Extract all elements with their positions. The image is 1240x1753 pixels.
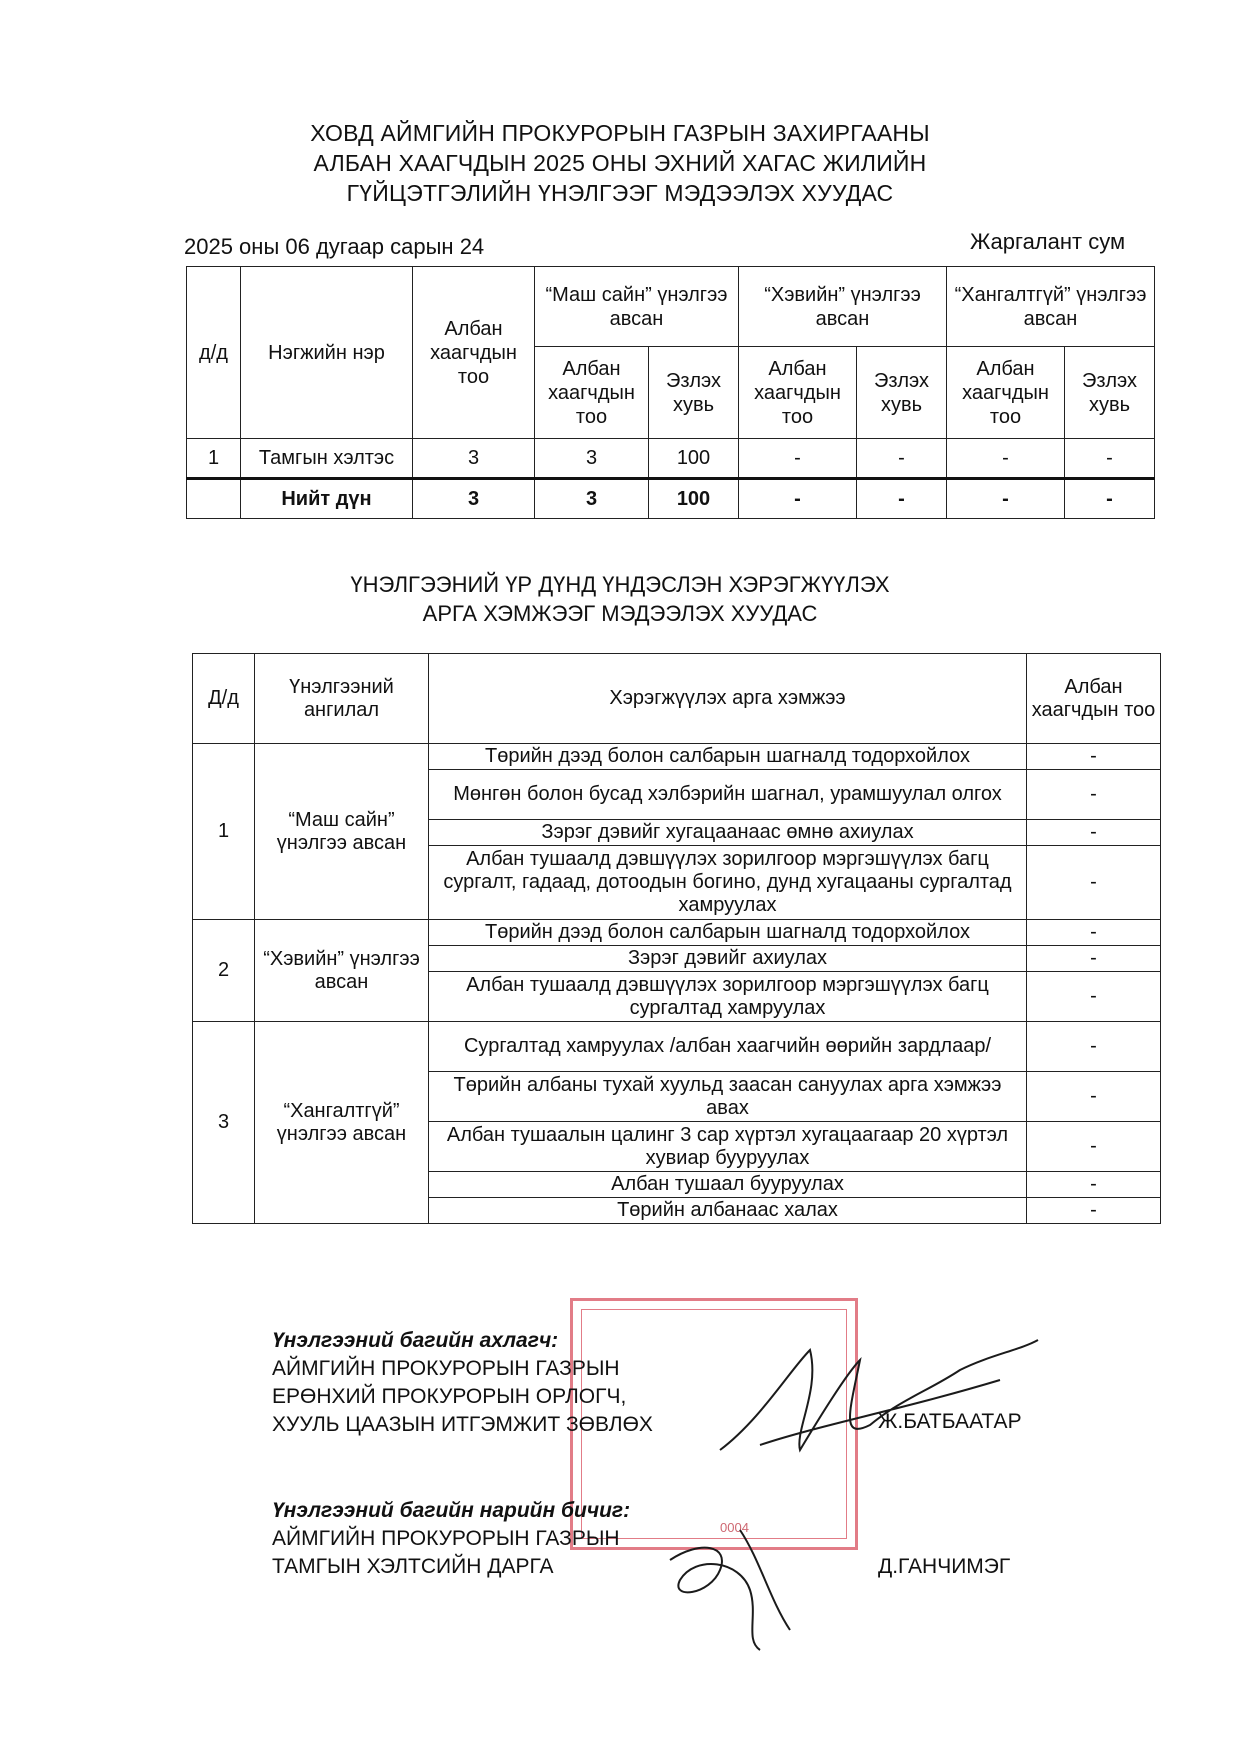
measure-cell: Төрийн дээд болон салбарын шагналд тодорхойлох: [429, 920, 1027, 946]
table-row: [193, 920, 1161, 946]
group-num: 2: [193, 920, 255, 1022]
leader-handwritten-signature: [700, 1330, 1050, 1470]
table-row: [193, 1022, 1161, 1072]
measure-cell: Мөнгөн болон бусад хэлбэрийн шагнал, урамшуулал олгох: [429, 770, 1027, 820]
cell: 3: [413, 479, 535, 519]
subheader-count: Албан хаагчдын тоо: [739, 347, 857, 439]
measure-cell: Зэрэг дэвийг хугацаанаас өмнө ахиулах: [429, 820, 1027, 846]
secretary-name: Д.ГАНЧИМЭГ: [878, 1555, 1011, 1578]
table-row: [187, 439, 1155, 479]
measure-cell: Албан тушаал бууруулах: [429, 1172, 1027, 1198]
header-num: Д/д: [193, 654, 255, 744]
cell: 3: [413, 439, 535, 479]
subheader-count: Албан хаагчдын тоо: [947, 347, 1065, 439]
measure-cell: Төрийн албаны тухай хуульд заасан сануулах арга хэмжээ авах: [429, 1072, 1027, 1122]
secretary-signature-block: [272, 1497, 630, 1581]
count-cell: -: [1027, 1072, 1161, 1122]
cell: -: [947, 479, 1065, 519]
count-cell: -: [1027, 744, 1161, 770]
count-cell: -: [1027, 1122, 1161, 1172]
evaluation-summary-table: [186, 266, 1155, 519]
title-line-3: ГҮЙЦЭТГЭЛИЙН ҮНЭЛГЭЭГ МЭДЭЭЛЭХ ХУУДАС: [346, 180, 894, 206]
cell: -: [947, 439, 1065, 479]
group-category: “Хэвийн” үнэлгээ авсан: [255, 920, 429, 1022]
leader-signature-block: [272, 1327, 653, 1439]
measure-cell: Зэрэг дэвийг ахиулах: [429, 946, 1027, 972]
cell: -: [1065, 479, 1155, 519]
cell: -: [857, 439, 947, 479]
leader-line-1: АЙМГИЙН ПРОКУРОРЫН ГАЗРЫН: [272, 1357, 620, 1380]
cell: 100: [649, 439, 739, 479]
cell: -: [739, 479, 857, 519]
header-very-good: “Маш сайн” үнэлгээ авсан: [535, 267, 739, 347]
header-category: Үнэлгээний ангилал: [255, 654, 429, 744]
cell: -: [857, 479, 947, 519]
header-num: д/д: [187, 267, 241, 439]
document-title: [0, 118, 1240, 208]
secretary-line-1: АЙМГИЙН ПРОКУРОРЫН ГАЗРЫН: [272, 1527, 620, 1550]
count-cell: -: [1027, 946, 1161, 972]
cell: -: [739, 439, 857, 479]
cell: -: [1065, 439, 1155, 479]
leader-name: Ж.БАТБААТАР: [878, 1410, 1022, 1433]
title-line-2: АЛБАН ХААГЧДЫН 2025 ОНЫ ЭХНИЙ ХАГАС ЖИЛИЙН: [313, 150, 927, 176]
cell: [187, 479, 241, 519]
leader-line-2: ЕРӨНХИЙ ПРОКУРОРЫН ОРЛОГЧ,: [272, 1385, 627, 1408]
header-count: Албан хаагчдын тоо: [413, 267, 535, 439]
count-cell: -: [1027, 820, 1161, 846]
document-date: 2025 оны 06 дугаар сарын 24: [184, 234, 485, 259]
group-category: “Хангалтгүй” үнэлгээ авсан: [255, 1022, 429, 1224]
count-cell: -: [1027, 972, 1161, 1022]
cell: 3: [535, 439, 649, 479]
header-unit: Нэгжийн нэр: [241, 267, 413, 439]
measure-cell: Албан тушаалын цалинг 3 сар хүртэл хугацаагаар 20 хүртэл хувиар бууруулах: [429, 1122, 1027, 1172]
table-row: [193, 744, 1161, 770]
count-cell: -: [1027, 1172, 1161, 1198]
document-place: Жаргалант сум: [970, 229, 1126, 254]
measure-cell: Албан тушаалд дэвшүүлэх зорилгоор мэргэшүүлэх багц сургалтад хамруулах: [429, 972, 1027, 1022]
group-num: 1: [193, 744, 255, 920]
group-num: 3: [193, 1022, 255, 1224]
total-row: [187, 479, 1155, 519]
group-category: “Маш сайн” үнэлгээ авсан: [255, 744, 429, 920]
header-count: Албан хаагчдын тоо: [1027, 654, 1161, 744]
cell: Нийт дүн: [241, 479, 413, 519]
secretary-line-2: ТАМГЫН ХЭЛТСИЙН ДАРГА: [272, 1555, 554, 1578]
section-title: [0, 570, 1240, 628]
subheader-pct: Эзлэх хувь: [649, 347, 739, 439]
subheader-count: Албан хаагчдын тоо: [535, 347, 649, 439]
measure-cell: Сургалтад хамруулах /албан хаагчийн өөрийн зардлаар/: [429, 1022, 1027, 1072]
secretary-role-heading: Үнэлгээний багийн нарийн бичиг:: [272, 1499, 631, 1522]
stamp-number: 0004: [720, 1520, 749, 1535]
header-poor: “Хангалтгүй” үнэлгээ авсан: [947, 267, 1155, 347]
subheader-pct: Эзлэх хувь: [1065, 347, 1155, 439]
count-cell: -: [1027, 770, 1161, 820]
cell: 100: [649, 479, 739, 519]
cell: Тамгын хэлтэс: [241, 439, 413, 479]
count-cell: -: [1027, 1198, 1161, 1224]
secretary-handwritten-signature: [650, 1500, 810, 1660]
measure-cell: Төрийн дээд болон салбарын шагналд тодорхойлох: [429, 744, 1027, 770]
count-cell: -: [1027, 1022, 1161, 1072]
header-measure: Хэрэгжүүлэх арга хэмжээ: [429, 654, 1027, 744]
cell: 3: [535, 479, 649, 519]
count-cell: -: [1027, 846, 1161, 920]
leader-line-3: ХУУЛЬ ЦААЗЫН ИТГЭМЖИТ ЗӨВЛӨХ: [272, 1413, 653, 1436]
leader-role-heading: Үнэлгээний багийн ахлагч:: [272, 1329, 559, 1352]
header-normal: “Хэвийн” үнэлгээ авсан: [739, 267, 947, 347]
measures-table: [192, 653, 1161, 1224]
subheader-pct: Эзлэх хувь: [857, 347, 947, 439]
cell: 1: [187, 439, 241, 479]
title-line-1: ХОВД АЙМГИЙН ПРОКУРОРЫН ГАЗРЫН ЗАХИРГААНЫ: [310, 120, 930, 146]
measure-cell: Албан тушаалд дэвшүүлэх зорилгоор мэргэшүүлэх багц сургалт, гадаад, дотоодын богино, дунд хугацааны сургалтад хамруулах: [429, 846, 1027, 920]
section-title-line-1: ҮНЭЛГЭЭНИЙ ҮР ДҮНД ҮНДЭСЛЭН ХЭРЭГЖҮҮЛЭХ: [350, 572, 890, 597]
section-title-line-2: АРГА ХЭМЖЭЭГ МЭДЭЭЛЭХ ХУУДАС: [422, 601, 818, 626]
measure-cell: Төрийн албанаас халах: [429, 1198, 1027, 1224]
count-cell: -: [1027, 920, 1161, 946]
